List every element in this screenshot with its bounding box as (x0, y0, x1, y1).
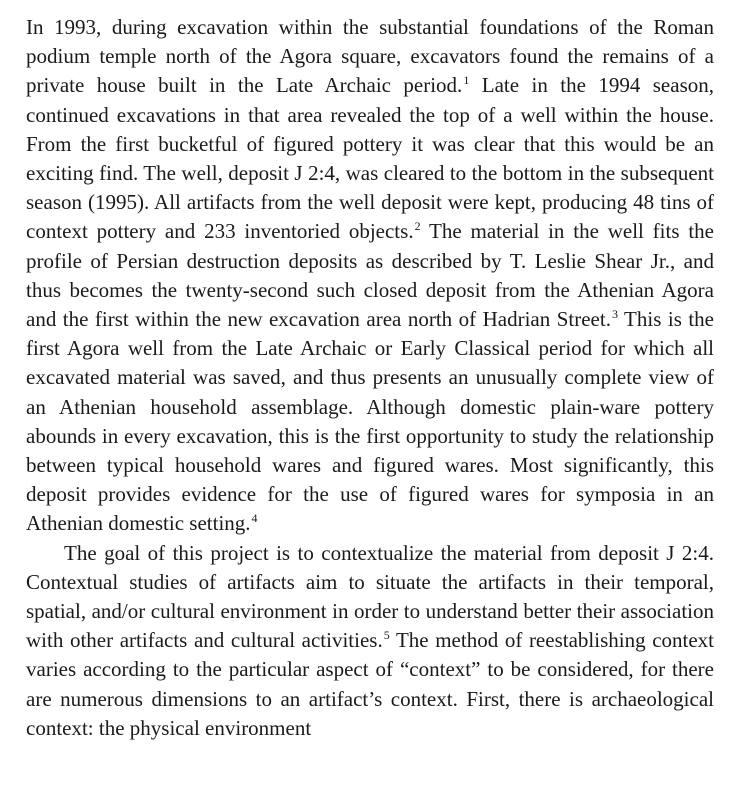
text-run: Late in the 1994 season, continued excavations in that area revealed the top of a well within the house. From the first bucketful of figured pottery it was clear that this would be an exciting find. The well, deposit J 2:4, was cleared to the bottom in the subsequent season (1995). All artifacts from the well deposit were kept, producing 48 tins of context pottery and 233 inventoried objects. (26, 73, 714, 244)
text-run: The goal of this project is to contextualize the material from deposit J 2:4. Contextual studies of artifacts aim to situate the artifacts in their temporal, spatial, and/or cultural environment in order to understand better their association with other artifacts and cultural activities. (26, 540, 714, 653)
footnote-ref-1[interactable]: 1 (463, 73, 470, 88)
text-run: This is the first Agora well from the Late Archaic or Early Classical period for which all excavated material was saved, and thus presents an unusually complete view of an Athenian household assemblage. Although domestic plain-ware pottery abounds in every excavation, this is the first opportunity to study the relationship between typical household wares and figured wares. Most significantly, this deposit provides evidence for the use of figured wares for symposia in an Athenian domestic setting. (26, 307, 714, 536)
document-page (26, 13, 714, 743)
footnote-ref-5[interactable]: 5 (383, 628, 390, 643)
footnote-ref-4[interactable]: 4 (251, 511, 258, 526)
footnote-ref-3[interactable]: 3 (611, 307, 618, 322)
footnote-ref-2[interactable]: 2 (414, 219, 421, 234)
paragraph-1 (26, 13, 714, 539)
text-run: The material in the well fits the profile of Persian destruction deposits as described by T. Leslie Shear Jr., and thus becomes the twenty-second such closed deposit from the Athenian Agora and the first within the new excavation area north of Hadrian Street. (26, 219, 714, 332)
paragraph-2 (26, 539, 714, 743)
text-run: The method of reestablishing context varies according to the particular aspect of “context” to be considered, for there are numerous dimensions to an artifact’s context. First, there is archaeological context: the physical environment (26, 628, 715, 740)
text-run: In 1993, during excavation within the substantial foundations of the Roman podium temple north of the Agora square, excavators found the remains of a private house built in the Late Archaic period. (26, 15, 714, 98)
